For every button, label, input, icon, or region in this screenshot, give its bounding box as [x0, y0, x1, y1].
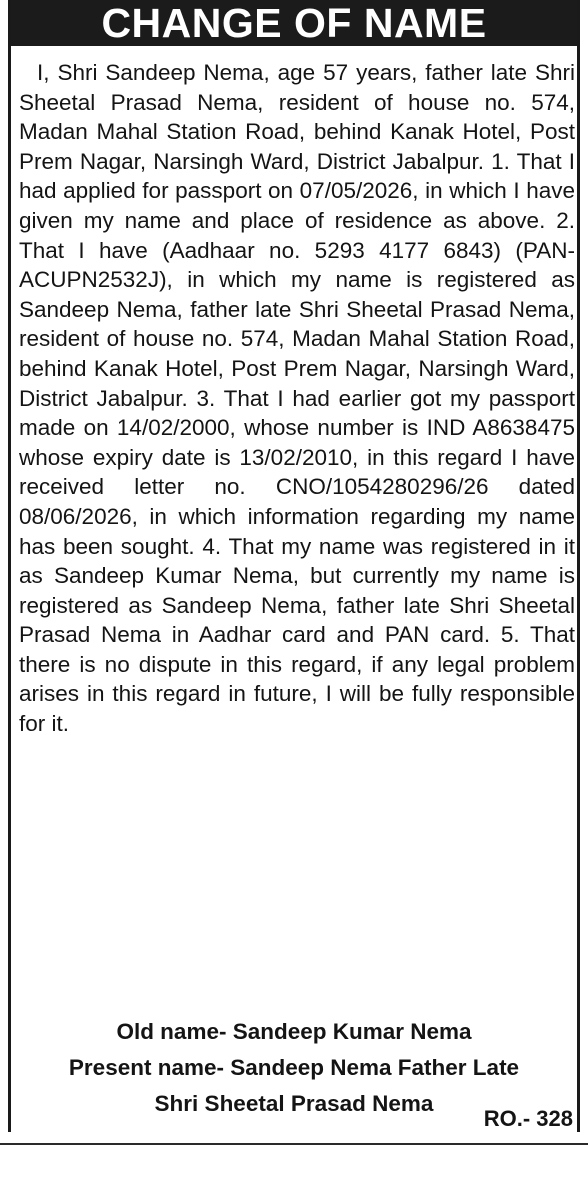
change-of-name-notice: [8, 0, 580, 1132]
header-bar: [11, 0, 577, 46]
notice-body: I, Shri Sandeep Nema, age 57 years, father late Shri Sheetal Prasad Nema, resident of house no. 574, Madan Mahal Station Road, behind Kanak Hotel, Post Prem Nagar, Narsingh Ward, District Jabalpur. 1. That I had applied for passport on 07/05/2026, in which I have given my name and place of residence as above. 2. That I have (Aadhaar no. 5293 4177 6843) (PAN-ACUPN2532J), in which my name is registered as Sandeep Nema, father late Shri Sheetal Prasad Nema, resident of house no. 574, Madan Mahal Station Road, behind Kanak Hotel, Post Prem Nagar, Narsingh Ward, District Jabalpur. 3. That I had earlier got my passport made on 14/02/2000, whose number is IND A8638475 whose expiry date is 13/02/2010, in this regard I have received letter no. CNO/1054280296/26 dated 08/06/2026, in which information regarding my name has been sought. 4. That my name was registered in it as Sandeep Kumar Nema, but currently my name is registered as Sandeep Nema, father late Shri Sheetal Prasad Nema in Aadhar card and PAN card. 5. That there is no dispute in this regard, if any legal problem arises in this regard in future, I will be fully responsible for it.: [19, 60, 575, 737]
old-name-line: Old name- Sandeep Kumar Nema: [116, 1019, 472, 1044]
father-name-line: Shri Sheetal Prasad Nema: [154, 1091, 434, 1116]
bottom-divider: [0, 1143, 588, 1145]
notice-title: CHANGE OF NAME: [101, 0, 487, 46]
release-order-number: RO.- 328: [483, 1106, 573, 1131]
present-name-line: Present name- Sandeep Nema Father Late: [68, 1055, 520, 1080]
